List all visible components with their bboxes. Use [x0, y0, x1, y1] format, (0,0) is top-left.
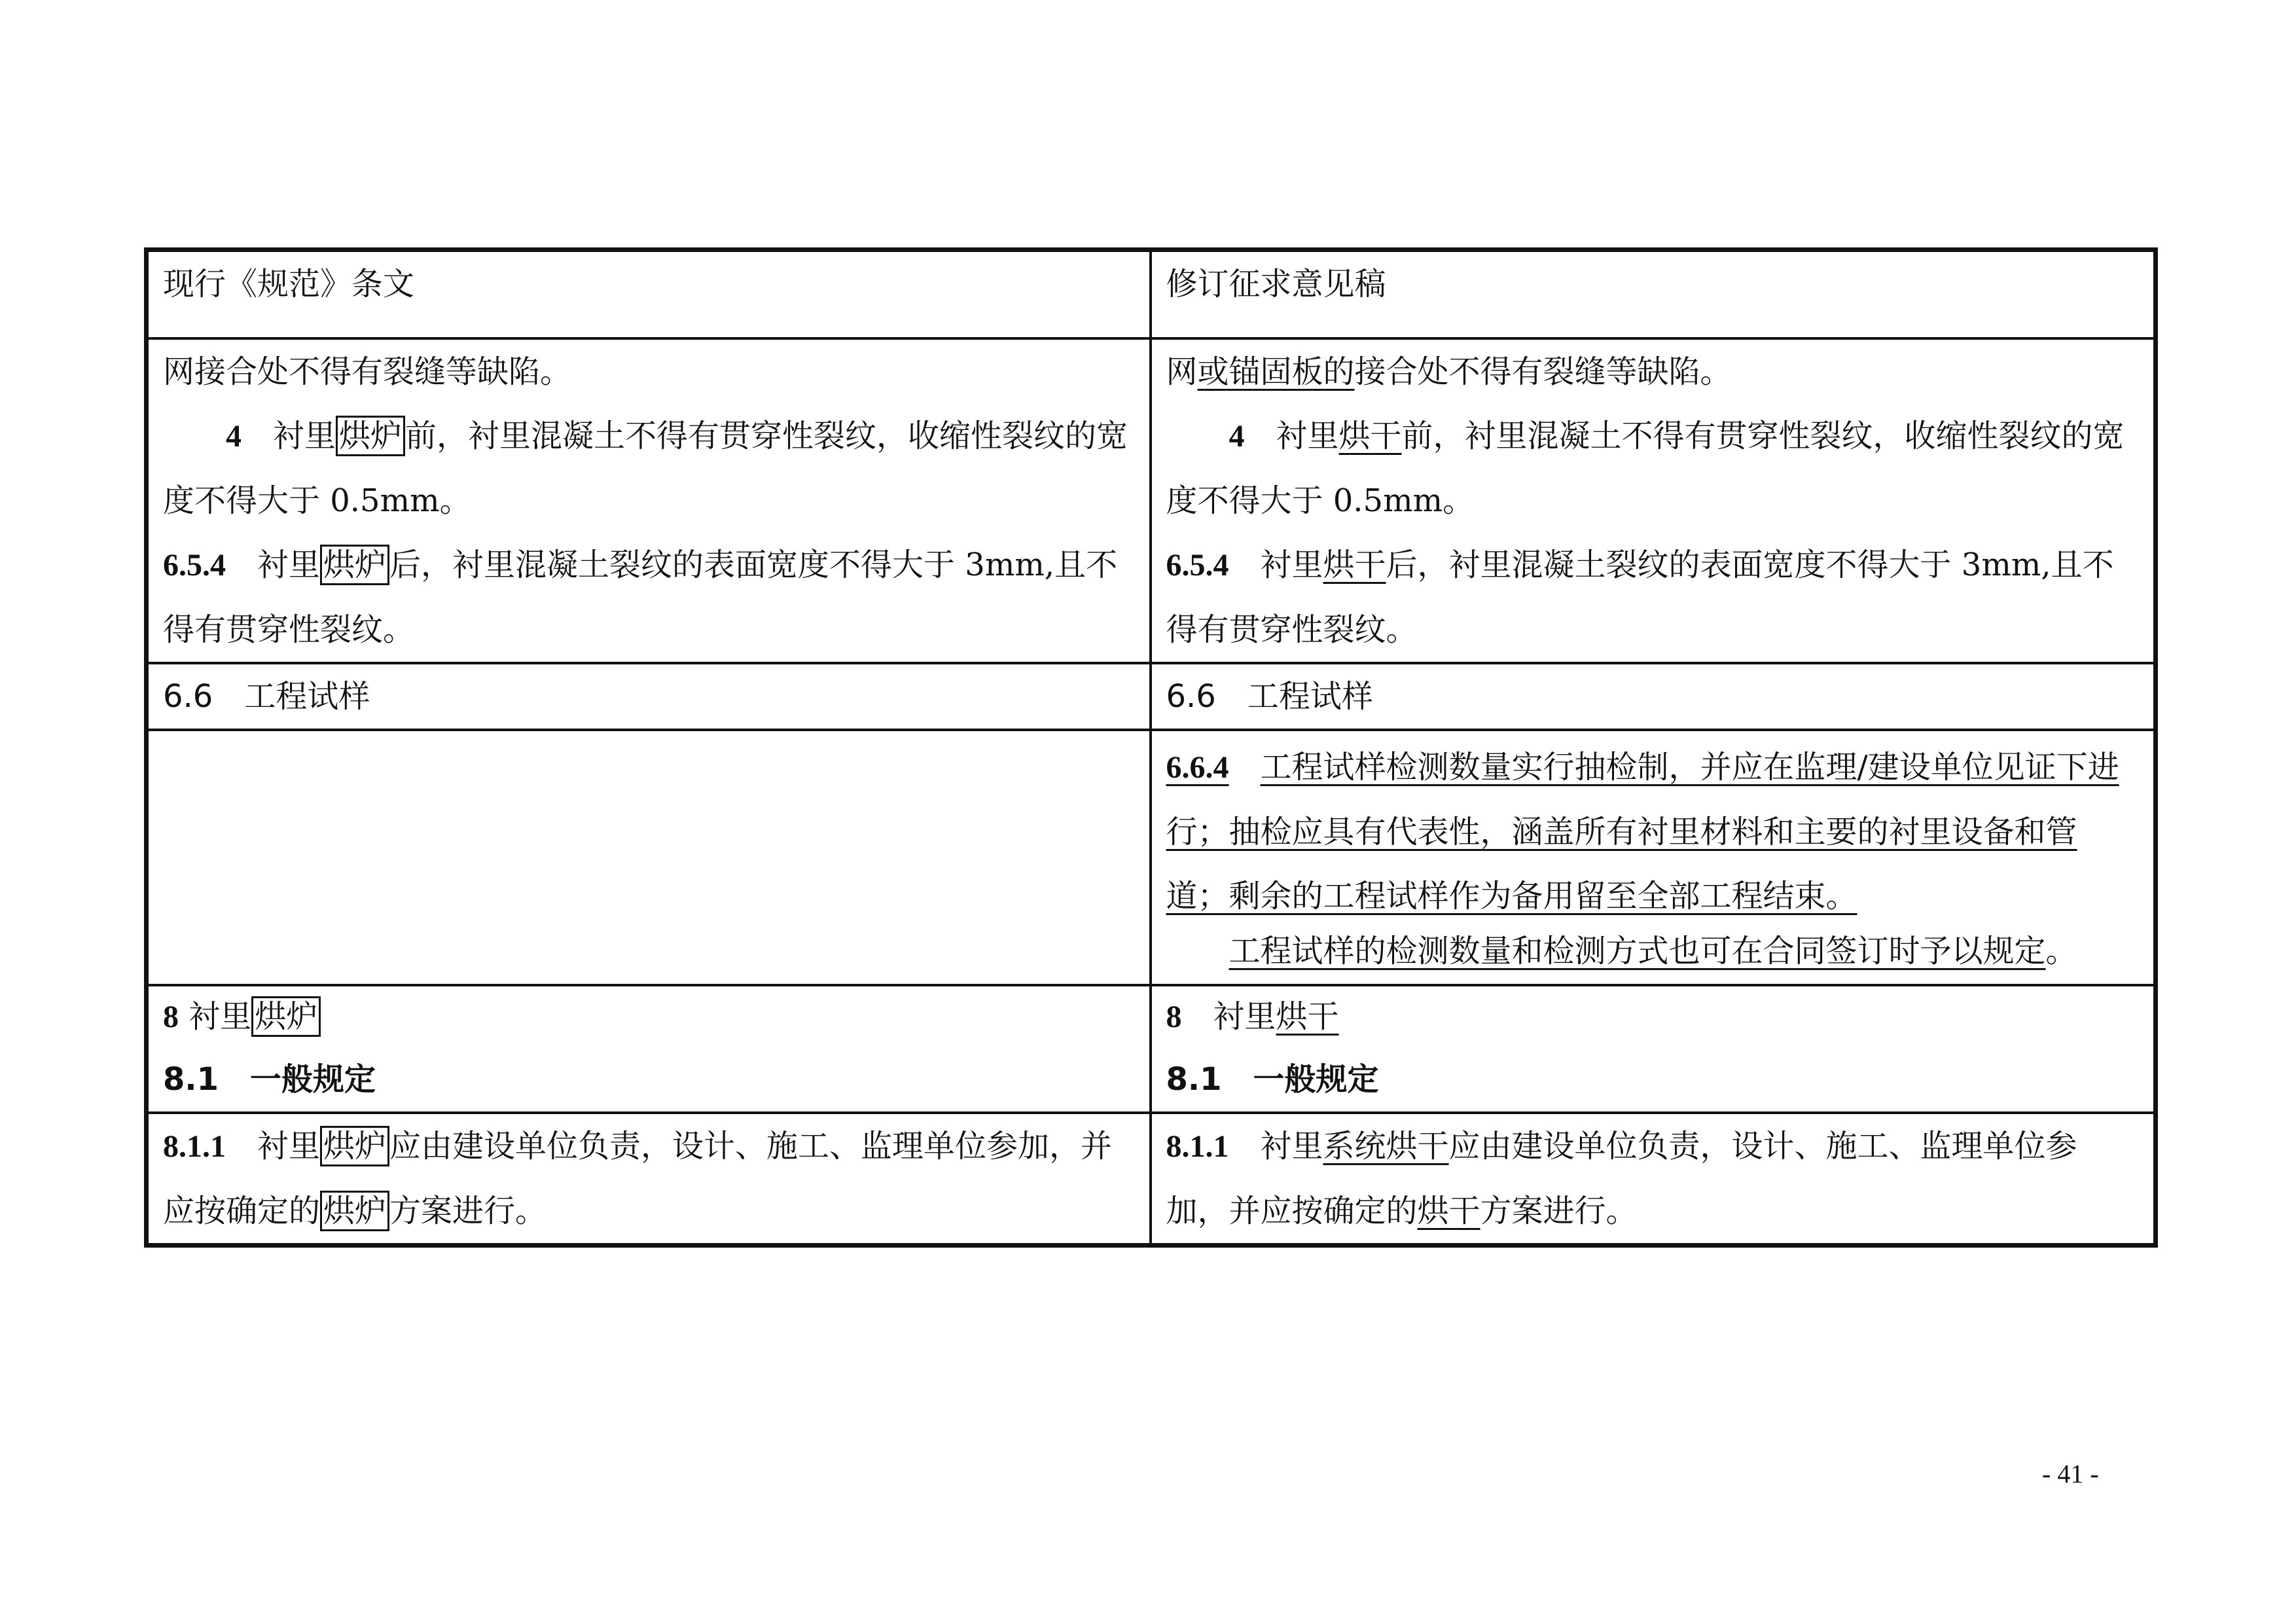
- underlined-term: 烘干: [1417, 1193, 1480, 1229]
- text-fragment: 衬里: [257, 1128, 321, 1164]
- table-row: [147, 338, 2156, 663]
- current-clause-cell: [147, 1113, 1151, 1246]
- subsection-title: 8.1 一般规定: [1166, 1061, 1379, 1098]
- text-fragment: 前，衬里混凝土不得有贯穿性裂纹，收缩性裂纹的宽度不得大于 0.5mm。: [163, 418, 1128, 519]
- clause-8-1-1: [1166, 1114, 2140, 1243]
- revision-cell: [1151, 730, 2156, 985]
- item-4: [163, 404, 1135, 533]
- underlined-addition: 或锚固板的: [1197, 353, 1355, 390]
- current-clause-cell: [147, 338, 1151, 663]
- text-fragment: 衬里: [1276, 418, 1339, 454]
- text-fragment: 衬里: [188, 998, 252, 1035]
- continuation-text: 网接合处不得有裂缝等缺陷。: [163, 353, 572, 390]
- chapter-8-right: [1151, 985, 2156, 1113]
- clause-number: 8.1.1: [163, 1129, 226, 1164]
- chapter-8-left: [147, 985, 1151, 1113]
- text-fragment: 接合处不得有裂缝等缺陷。: [1354, 353, 1732, 390]
- table-header-row: [147, 250, 2156, 339]
- boxed-term: 烘炉: [320, 1126, 389, 1166]
- section-heading-6-6-left: 6.6 工程试样: [147, 663, 1151, 730]
- underlined-term: 烘干: [1338, 418, 1402, 454]
- revision-cell: [1151, 1113, 2156, 1246]
- chapter-number: 8: [163, 1000, 179, 1034]
- text-fragment: 衬里: [1260, 1128, 1323, 1164]
- underlined-term: 烘干: [1276, 998, 1339, 1035]
- item-number: 4: [226, 419, 242, 454]
- underlined-term: 系统烘干: [1323, 1128, 1449, 1164]
- clause-6-6-4: [1166, 735, 2140, 928]
- clause-6-6-4-paragraph-2: [1166, 928, 2140, 974]
- item-4: [1166, 404, 2140, 533]
- chapter-title: [163, 986, 1135, 1047]
- header-current-clause: 现行《规范》条文: [147, 250, 1151, 339]
- clause-8-1-1: [163, 1114, 1135, 1243]
- chapter-title: [1166, 986, 2140, 1047]
- text-fragment: 方案进行。: [389, 1193, 547, 1229]
- text-fragment: 方案进行。: [1480, 1193, 1638, 1229]
- clause-6-5-4: [163, 533, 1135, 662]
- chapter-heading-row: [147, 985, 2156, 1113]
- boxed-term: 烘炉: [251, 996, 321, 1037]
- boxed-term: 烘炉: [320, 1191, 389, 1231]
- section-heading-row: [147, 663, 2156, 730]
- comparison-table: [144, 247, 2158, 1248]
- boxed-term: 烘炉: [320, 545, 389, 585]
- text-fragment: 前，衬里混凝土不得有贯穿性裂纹，收缩性裂纹的宽度不得大于 0.5mm。: [1166, 418, 2125, 519]
- text-fragment: 衬里: [257, 547, 321, 583]
- chapter-number: 8: [1166, 1000, 1182, 1034]
- current-clause-cell-empty: [147, 730, 1151, 985]
- page-number: - 41 -: [2042, 1459, 2099, 1489]
- text-fragment: 衬里: [273, 418, 336, 454]
- boxed-term: 烘炉: [336, 416, 405, 456]
- clause-number: 6.6.4: [1166, 750, 1229, 785]
- revision-cell: [1151, 338, 2156, 663]
- text-fragment: 应由建设单位负责，设计、施工、监理单位参加，并应按确定的: [163, 1128, 1113, 1229]
- text-fragment: 衬里: [1260, 547, 1323, 583]
- clause-number: 8.1.1: [1166, 1129, 1229, 1164]
- clause-number: 6.5.4: [163, 548, 226, 583]
- continuation-text: [1166, 340, 2140, 404]
- text-fragment: 。: [2045, 933, 2077, 969]
- clause-number: 6.5.4: [1166, 548, 1229, 583]
- clause-6-5-4: [1166, 533, 2140, 662]
- header-revision-draft: 修订征求意见稿: [1151, 250, 2156, 339]
- table-row: [147, 730, 2156, 985]
- table-row: [147, 1113, 2156, 1246]
- underlined-addition: 工程试样检测数量实行抽检制，并应在监理/建设单位见证下进行；抽检应具有代表性，涵盖所有衬里材料和主要的衬里设备和管道；剩余的工程试样作为备用留至全部工程结束。: [1166, 749, 2119, 914]
- item-number: 4: [1229, 419, 1245, 454]
- text-fragment: 应由建设单位负责，设计、施工、监理单位参加，并应按确定的: [1166, 1128, 2077, 1229]
- underlined-term: 烘干: [1323, 547, 1386, 583]
- section-heading-6-6-right: 6.6 工程试样: [1151, 663, 2156, 730]
- text-fragment: 网: [1166, 353, 1198, 390]
- text-fragment: 衬里: [1213, 998, 1276, 1035]
- text-fragment: 后，衬里混凝土裂纹的表面宽度不得大于 3mm,且不得有贯穿性裂纹。: [1166, 547, 2114, 648]
- underlined-addition: 工程试样的检测数量和检测方式也可在合同签订时予以规定: [1229, 933, 2046, 969]
- subsection-title: 8.1 一般规定: [163, 1061, 376, 1098]
- text-fragment: 后，衬里混凝土裂纹的表面宽度不得大于 3mm,且不得有贯穿性裂纹。: [163, 547, 1118, 648]
